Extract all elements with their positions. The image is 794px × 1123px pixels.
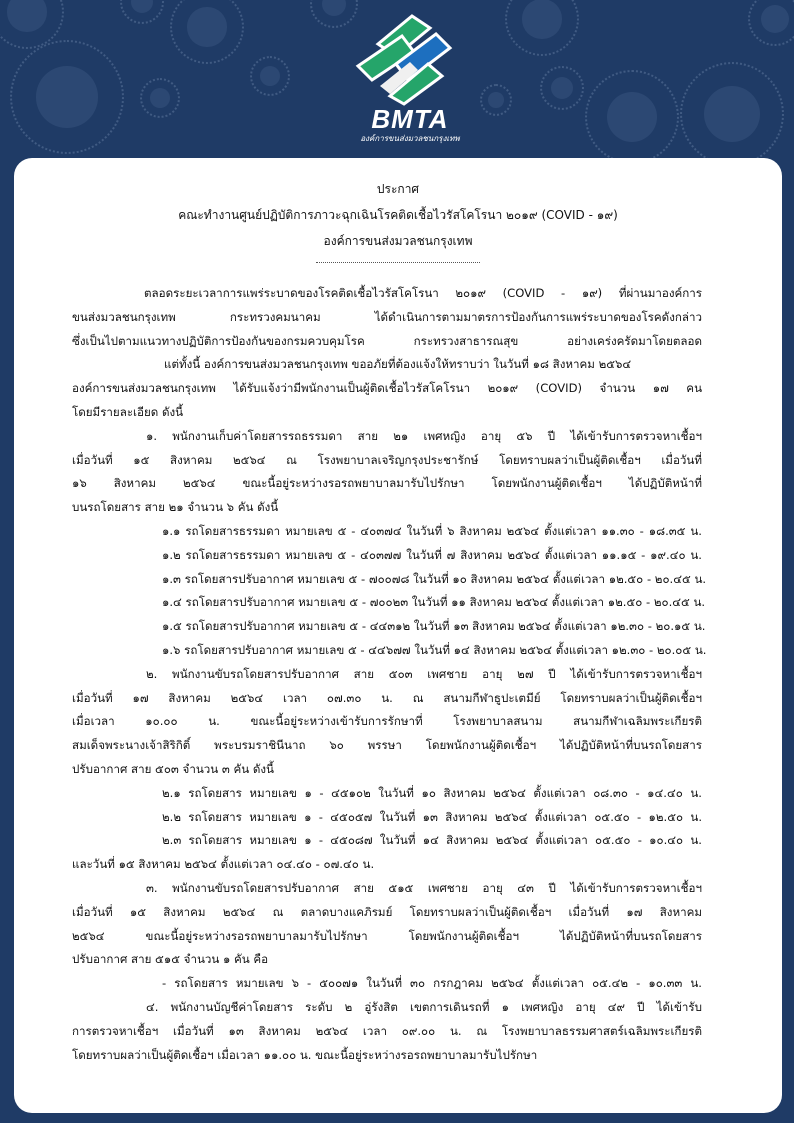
logo-subtitle: องค์การขนส่งมวลชนกรุงเทพ	[360, 134, 460, 143]
organization-name: องค์การขนส่งมวลชนกรุงเทพ	[323, 234, 473, 248]
virus-decoration	[540, 66, 584, 110]
announcement-card	[14, 158, 782, 1113]
announcement-document	[14, 158, 782, 1113]
virus-decoration	[480, 84, 512, 116]
body-line-s3-items: - รถโดยสาร หมายเลข ๖ - ๕๐๐๗๑ ในวันที่ ๓๐ กรกฎาคม ๒๕๖๔ ตั้งแต่เวลา ๐๕.๔๒ - ๑๐.๓๓ น.	[162, 976, 702, 991]
committee-name: คณะทำงานศูนย์ปฏิบัติการภาวะฉุกเฉินโรคติดเชื้อไวรัสโคโรนา ๒๐๑๙ (COVID - ๑๙)	[178, 208, 618, 222]
body-line-s2: เมื่อวันที่ ๑๗ สิงหาคม ๒๕๖๔ เวลา ๐๗.๓๐ น. ณ สนามกีฬาธูปะเตมีย์ โดยทราบผลว่าเป็นผู้ติดเชื้อฯ	[72, 690, 702, 705]
body-line-intro: แต่ทั้งนี้ องค์การขนส่งมวลชนกรุงเทพ ขออภัยที่ต้องแจ้งให้ทราบว่า ในวันที่ ๑๘ สิงหาคม ๒๕๖๔	[164, 357, 632, 372]
body-line-s1-items: ๑.๑ รถโดยสารธรรมดา หมายเลข ๕ - ๔๐๓๗๔ ในวันที่ ๖ สิงหาคม ๒๕๖๔ ตั้งแต่เวลา ๑๑.๓๐ - ๑๘.๓๕ น.	[162, 524, 702, 538]
body-line-s4: โดยทราบผลว่าเป็นผู้ติดเชื้อฯ เมื่อเวลา ๑๑.๐๐ น. ขณะนี้อยู่ระหว่างรอรถพยาบาลมารับไปรักษา	[72, 1047, 538, 1062]
virus-decoration	[505, 0, 579, 56]
body-line-s3: เมื่อวันที่ ๑๕ สิงหาคม ๒๕๖๔ ณ ตลาดบางแคภิรมย์ โดยทราบผลว่าเป็นผู้ติดเชื้อฯ เมื่อวันที่ ๑๗ สิงหาคม	[72, 904, 702, 919]
bmta-emblem-icon	[350, 6, 470, 106]
body-line-intro: ซึ่งเป็นไปตามแนวทางปฏิบัติการป้องกันของกรมควบคุมโรค กระทรวงสาธารณสุข อย่างเคร่งครัดมาโดยตลอด	[72, 333, 702, 348]
virus-decoration	[585, 70, 679, 164]
virus-decoration	[250, 56, 290, 96]
body-line-s1: เมื่อวันที่ ๑๕ สิงหาคม ๒๕๖๔ ณ โรงพยาบาลเจริญกรุงประชารักษ์ โดยทราบผลว่าเป็นผู้ติดเชื้อฯ เมื่อวันที่	[72, 452, 702, 467]
body-line-s1: บนรถโดยสาร สาย ๒๑ จำนวน ๖ คัน ดังนี้	[72, 500, 279, 515]
virus-decoration	[680, 62, 784, 166]
body-line-s3: ๓. พนักงานขับรถโดยสารปรับอากาศ สาย ๕๑๕ เพศชาย อายุ ๔๓ ปี ได้เข้ารับการตรวจหาเชื้อฯ	[146, 881, 702, 895]
virus-decoration	[140, 78, 180, 118]
body-line-intro: ตลอดระยะเวลาการแพร่ระบาดของโรคติดเชื้อไวรัสโคโรนา ๒๐๑๙ (COVID - ๑๙) ที่ผ่านมาองค์การ	[144, 286, 702, 300]
body-line-s4: ๔. พนักงานบัญชีค่าโดยสาร ระดับ ๒ อู่รังสิต เขตการเดินรถที่ ๑ เพศหญิง อายุ ๔๙ ปี ได้เข้ารับ	[146, 1000, 702, 1014]
body-line-s1-items: ๑.๔ รถโดยสารปรับอากาศ หมายเลข ๕ - ๗๐๐๒๓ ในวันที่ ๑๑ สิงหาคม ๒๕๖๔ ตั้งแต่เวลา ๑๒.๕๐ - ๒๐.๔๕ น.	[162, 595, 706, 610]
announcement-title: ประกาศ	[376, 182, 420, 196]
body-line-s2-items: ๒.๒ รถโดยสาร หมายเลข ๑ - ๔๕๐๕๗ ในวันที่ ๑๓ สิงหาคม ๒๕๖๔ ตั้งแต่เวลา ๐๕.๕๐ - ๑๒.๕๐ น.	[162, 809, 702, 824]
body-line-intro: โดยมีรายละเอียด ดังนี้	[72, 405, 184, 419]
body-line-intro: ขนส่งมวลชนกรุงเทพ กระทรวงคมนาคม ได้ดำเนินการตามมาตรการป้องกันการแพร่ระบาดของโรคดังกล่าว	[72, 309, 702, 324]
virus-decoration	[748, 0, 794, 46]
body-line-intro: องค์การขนส่งมวลชนกรุงเทพ ได้รับแจ้งว่ามีพนักงานเป็นผู้ติดเชื้อไวรัสโคโรนา ๒๐๑๙ (COVID) จำนวน ๑๗ คน	[72, 381, 702, 396]
bmta-logo	[350, 6, 470, 146]
body-line-s2: ๒. พนักงานขับรถโดยสารปรับอากาศ สาย ๕๐๓ เพศชาย อายุ ๒๗ ปี ได้เข้ารับการตรวจหาเชื้อฯ	[146, 666, 702, 681]
logo-text: BMTA	[371, 104, 449, 134]
body-line-s1: ๑. พนักงานเก็บค่าโดยสารรถธรรมดา สาย ๒๑ เพศหญิง อายุ ๕๖ ปี ได้เข้ารับการตรวจหาเชื้อฯ	[146, 428, 702, 443]
body-line-s1-items: ๑.๒ รถโดยสารธรรมดา หมายเลข ๕ - ๔๐๓๗๗ ในวันที่ ๗ สิงหาคม ๒๕๖๔ ตั้งแต่เวลา ๑๑.๑๕ - ๑๙.๔๐ น.	[162, 547, 702, 562]
body-line-s3: ปรับอากาศ สาย ๕๑๕ จำนวน ๑ คัน คือ	[72, 952, 269, 967]
body-line-s1-items: ๑.๓ รถโดยสารปรับอากาศ หมายเลข ๕ - ๗๐๐๗๘ ในวันที่ ๑๐ สิงหาคม ๒๕๖๔ ตั้งแต่เวลา ๑๒.๕๐ - ๒๐.๔๕ น.	[162, 571, 707, 586]
body-line-s3: ๒๕๖๔ ขณะนี้อยู่ระหว่างรอรถพยาบาลมารับไปรักษา โดยพนักงานผู้ติดเชื้อฯ ได้ปฏิบัติหน้าที่บนรถโดยสาร	[72, 928, 702, 943]
body-line-s4: การตรวจหาเชื้อฯ เมื่อวันที่ ๑๓ สิงหาคม ๒๕๖๔ เวลา ๐๙.๐๐ น. ณ โรงพยาบาลธรรมศาสตร์เฉลิมพระเกียรติ	[72, 1023, 702, 1038]
body-line-s2: ปรับอากาศ สาย ๕๐๓ จำนวน ๓ คัน ดังนี้	[72, 762, 274, 776]
body-line-s1-items: ๑.๖ รถโดยสารปรับอากาศ หมายเลข ๕ - ๔๔๖๗๗ ในวันที่ ๑๔ สิงหาคม ๒๕๖๔ ตั้งแต่เวลา ๑๒.๓๐ - ๒๐.๐๕ น.	[162, 643, 707, 657]
body-line-s1-items: ๑.๕ รถโดยสารปรับอากาศ หมายเลข ๕ - ๔๔๓๑๒ ในวันที่ ๑๓ สิงหาคม ๒๕๖๔ ตั้งแต่เวลา ๑๒.๓๐ - ๒๐.๑๕ น.	[162, 619, 706, 634]
body-line-s2-items: ๒.๑ รถโดยสาร หมายเลข ๑ - ๔๕๑๐๒ ในวันที่ ๑๐ สิงหาคม ๒๕๖๔ ตั้งแต่เวลา ๐๘.๓๐ - ๑๔.๔๐ น.	[162, 785, 702, 800]
body-line-s2-items: ๒.๓ รถโดยสาร หมายเลข ๑ - ๔๕๐๘๗ ในวันที่ ๑๔ สิงหาคม ๒๕๖๔ ตั้งแต่เวลา ๐๕.๕๐ - ๑๐.๔๐ น.	[162, 833, 702, 848]
body-line-s2: สมเด็จพระนางเจ้าสิริกิติ์ พระบรมราชินีนาถ ๖๐ พรรษา โดยพนักงานผู้ติดเชื้อฯ ได้ปฏิบัติหน้าที่บนรถโดยสาร	[72, 738, 702, 753]
body-line-s2: เมื่อเวลา ๑๐.๐๐ น. ขณะนี้อยู่ระหว่างเข้ารับการรักษาที่ โรงพยาบาลสนาม สนามกีฬาเฉลิมพระเกียรติ	[72, 714, 702, 729]
title-divider	[316, 262, 480, 263]
virus-decoration	[10, 40, 124, 154]
body-line-s1: ๑๖ สิงหาคม ๒๕๖๔ ขณะนี้อยู่ระหว่างรอรถพยาบาลมารับไปรักษา โดยพนักงานผู้ติดเชื้อฯ ได้ปฏิบัติหน้าที่	[72, 476, 702, 491]
virus-decoration	[170, 0, 244, 64]
virus-decoration	[120, 0, 164, 24]
body-line-s2-items: และวันที่ ๑๕ สิงหาคม ๒๕๖๔ ตั้งแต่เวลา ๐๔.๔๐ - ๐๗.๔๐ น.	[72, 857, 375, 872]
